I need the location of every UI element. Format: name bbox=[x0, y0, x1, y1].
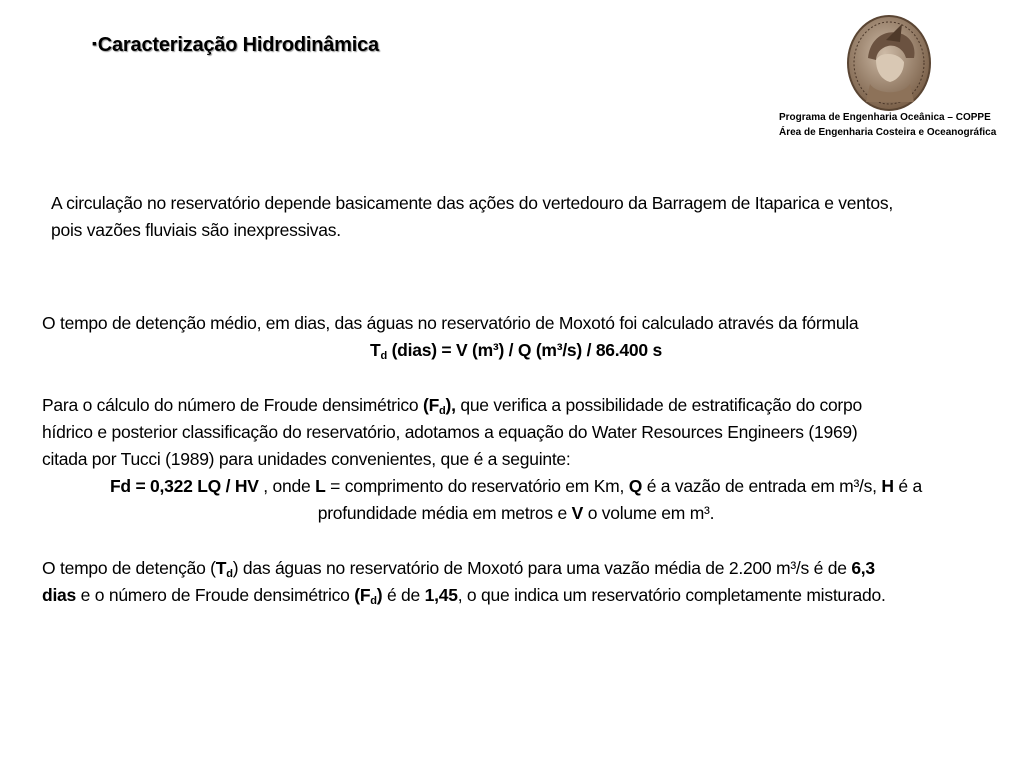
result-paragraph bbox=[42, 555, 886, 609]
paragraph-line: O tempo de detenção $(T_d)$ das águas no reservatório de Moxotó para uma vazão média de 2.200 m³/s é de 6,3 bbox=[42, 558, 875, 580]
paragraph-line: pois vazões fluviais são inexpressivas. bbox=[51, 220, 341, 240]
froude-equation bbox=[0, 473, 1024, 527]
university-crest-minerva-icon bbox=[846, 14, 932, 112]
detention-formula: $T_d$ (dias) = V (m³) / Q (m³/s) / 86.400 s bbox=[370, 340, 662, 362]
paragraph-line: A circulação no reservatório depende basicamente das ações do vertedouro da Barragem de Itaparica e ventos, bbox=[51, 193, 893, 213]
paragraph-line: O tempo de detenção médio, em dias, das águas no reservatório de Moxotó foi calculado através da fórmula bbox=[42, 313, 859, 333]
paragraph-line: hídrico e posterior classificação do reservatório, adotamos a equação do Water Resources Engineers (1969) bbox=[42, 422, 858, 442]
institution-caption bbox=[779, 110, 1019, 140]
paragraph-line: Para o cálculo do número de Froude densimétrico $(F_d)$, que verifica a possibilidade de estratificação do corpo bbox=[42, 395, 862, 417]
paragraph-line: citada por Tucci (1989) para unidades convenientes, que é a seguinte: bbox=[42, 449, 571, 469]
froude-paragraph bbox=[42, 392, 862, 473]
circulation-paragraph bbox=[51, 190, 893, 244]
equation-line: Fd = 0,322 LQ / HV , onde L = comprimento do reservatório em Km, Q é a vazão de entrada em m³/s, H é a bbox=[109, 476, 922, 496]
square-bullet-icon: ▪ bbox=[92, 35, 97, 51]
detention-paragraph bbox=[42, 310, 982, 364]
paragraph-line: dias e o número de Froude densimétrico $(F_d)$ é de 1,45, o que indica um reservatório completamente misturado. bbox=[42, 585, 886, 607]
institution-program: Programa de Engenharia Oceânica – COPPE bbox=[779, 112, 991, 123]
title-text: Caracterização Hidrodinâmica bbox=[97, 34, 379, 56]
equation-line: profundidade média em metros e V o volume em m³. bbox=[317, 503, 715, 523]
institution-area: Área de Engenharia Costeira e Oceanográfica bbox=[779, 127, 997, 138]
slide-title bbox=[92, 34, 379, 57]
